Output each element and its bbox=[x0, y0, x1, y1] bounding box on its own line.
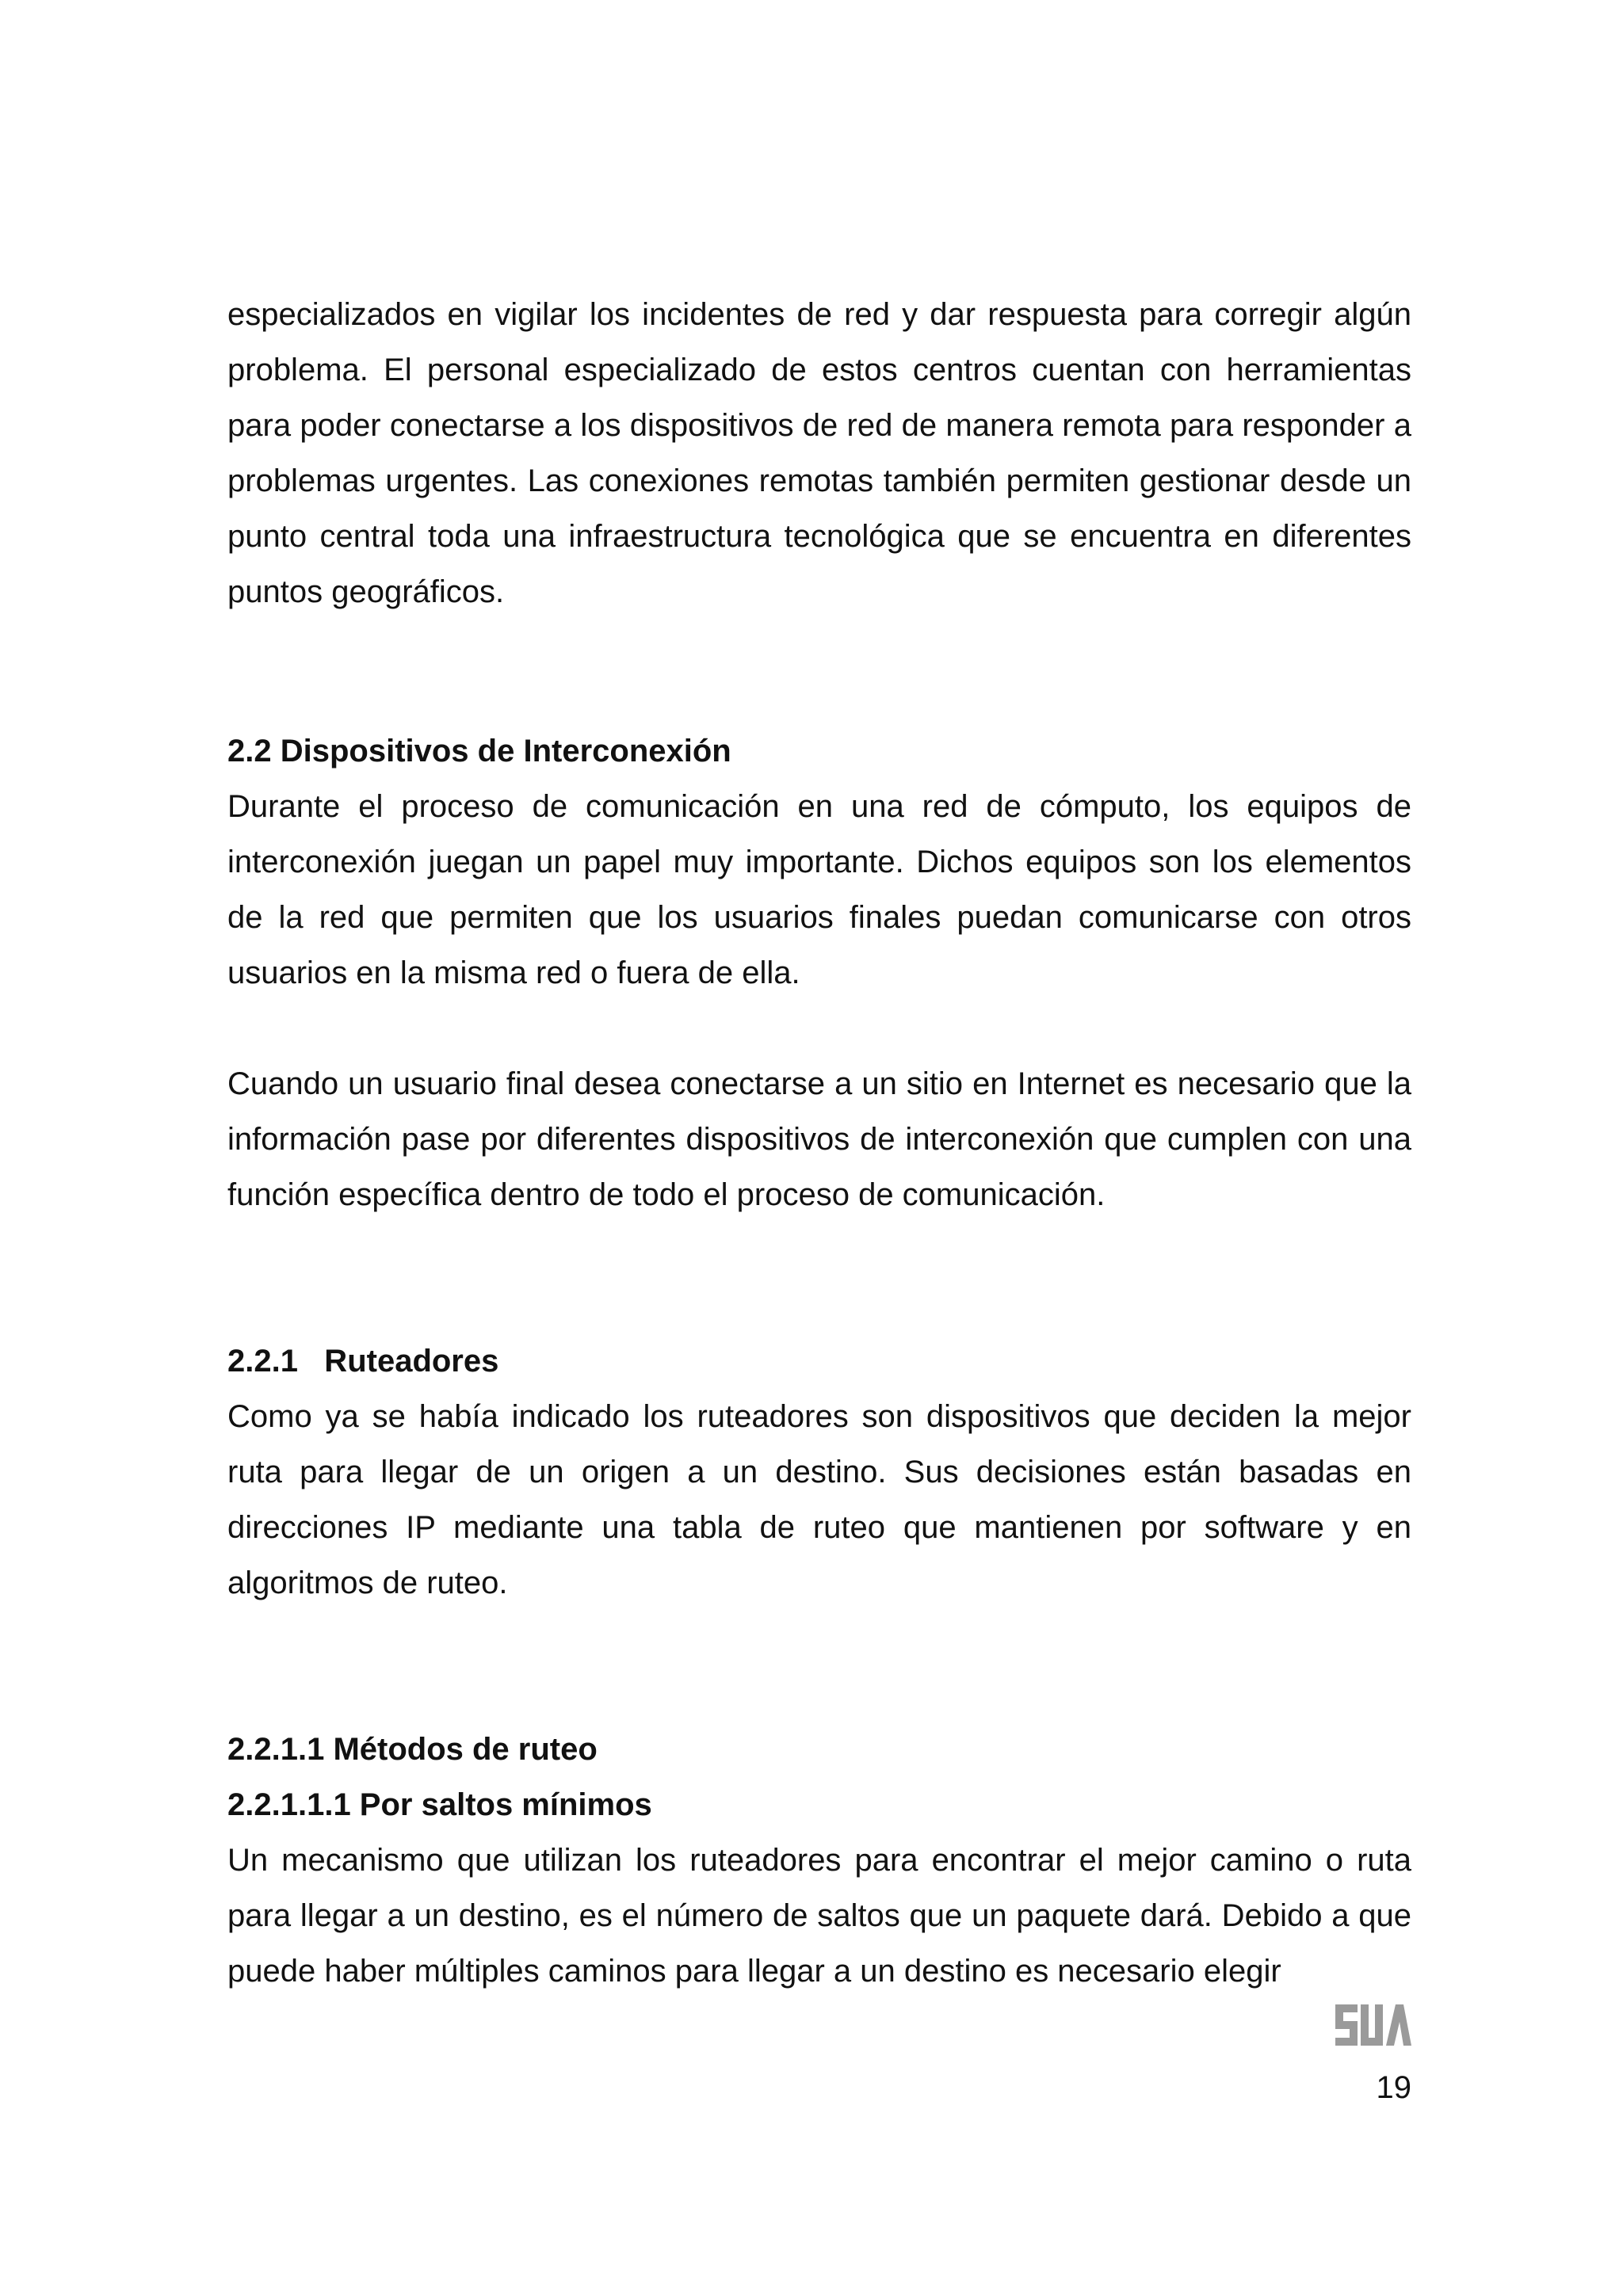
paragraph-usuario-final: Cuando un usuario final desea conectarse a un sitio en Internet es necesario que la información pase por diferentes dispositivos de interconexión que cumplen con una función específica dentro de todo el proceso de comunicación. bbox=[227, 1066, 1411, 1212]
paragraph-ruteadores: Como ya se había indicado los ruteadores son dispositivos que deciden la mejor ruta para llegar de un origen a un destino. Sus decisiones están basadas en direcciones IP mediante una tabla de ruteo que mantienen por software y en algoritmos de ruteo. bbox=[227, 1399, 1411, 1600]
heading-2-2: 2.2 Dispositivos de Interconexión bbox=[227, 734, 731, 769]
sua-logo-icon bbox=[1335, 2004, 1411, 2046]
heading-2-2-1-1: 2.2.1.1 Métodos de ruteo bbox=[227, 1732, 598, 1767]
paragraph-saltos-minimos: Un mecanismo que utilizan los ruteadores para encontrar el mejor camino o ruta para llegar a un destino, es el número de saltos que un paquete dará. Debido a que puede haber múltiples caminos para llegar a un destino es necesario elegir bbox=[227, 1843, 1411, 1989]
heading-2-2-1: 2.2.1 Ruteadores bbox=[227, 1344, 499, 1379]
paragraph-interconexion: Durante el proceso de comunicación en una red de cómputo, los equipos de interconexión juegan un papel muy importante. Dichos equipos son los elementos de la red que permiten que los usuarios finales puedan comunicarse con otros usuarios en la misma red o fuera de ella. bbox=[227, 789, 1411, 990]
heading-2-2-1-1-1: 2.2.1.1.1 Por saltos mínimos bbox=[227, 1787, 652, 1822]
paragraph-intro: especializados en vigilar los incidentes de red y dar respuesta para corregir algún problema. El personal especializado de estos centros cuentan con herramientas para poder conectarse a los dispositivos de red de manera remota para responder a problemas urgentes. Las conexiones remotas también permiten gestionar desde un punto central toda una infraestructura tecnológica que se encuentra en diferentes puntos geográficos. bbox=[227, 297, 1411, 609]
page-number: 19 bbox=[1376, 2070, 1411, 2105]
